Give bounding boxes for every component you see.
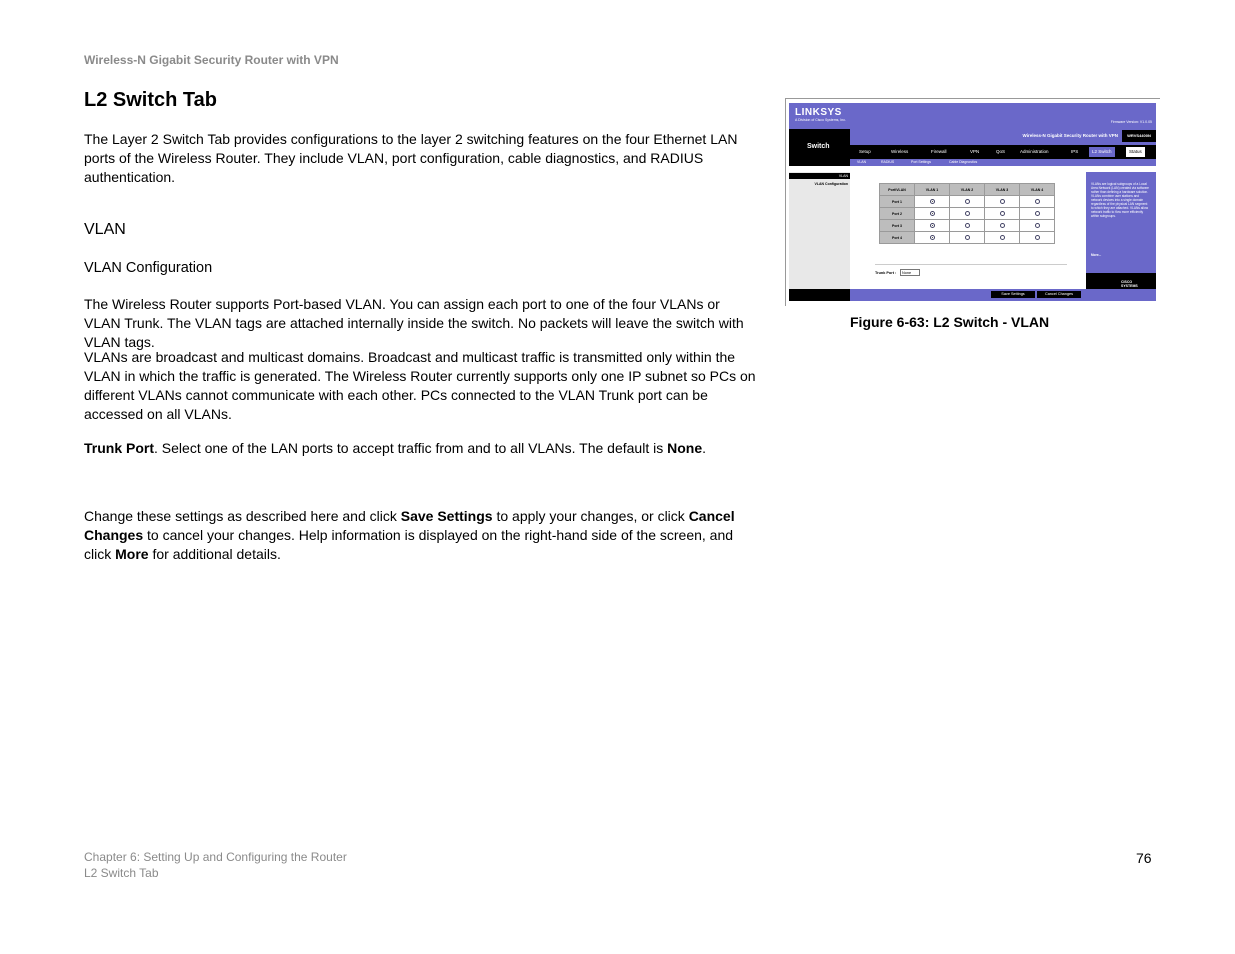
row-label: Port 2 <box>880 208 915 220</box>
vlan-table <box>879 183 1055 244</box>
radio-button[interactable] <box>965 211 970 216</box>
radio-cell <box>915 232 950 244</box>
instr-text-1: Change these settings as described here and click <box>84 508 401 524</box>
radio-cell <box>1020 196 1055 208</box>
figure-frame-top <box>785 98 1160 99</box>
cisco-logo: CISCO SYSTEMS <box>1121 280 1138 288</box>
radio-cell <box>1020 220 1055 232</box>
radio-button[interactable] <box>1035 235 1040 240</box>
tab-firewall[interactable]: Firewall <box>931 149 947 154</box>
divider <box>875 264 1067 265</box>
trunk-port-term: Trunk Port <box>84 440 155 456</box>
tab-status[interactable]: Status <box>1126 147 1145 157</box>
row-label: Port 4 <box>880 232 915 244</box>
vlan-paragraph-2: VLANs are broadcast and multicast domains. Broadcast and multicast traffic is transmitted only within the VLAN in which the traffic is generated. The Wireless Router currently supports only one IP subnet so PCs on different VLANs cannot communicate with each other. PCs connected to the VLAN Trunk port can be accessed on all VLANs. <box>84 349 756 422</box>
radio-button[interactable] <box>1000 223 1005 228</box>
linksys-logo: LINKSYS <box>795 107 842 118</box>
trunk-port-paragraph <box>84 439 760 458</box>
instr-save: Save Settings <box>400 508 493 524</box>
radio-cell <box>915 196 950 208</box>
instructions-paragraph <box>84 507 760 564</box>
tab-setup[interactable]: Setup <box>859 149 871 154</box>
table-row <box>880 196 1055 208</box>
radio-button[interactable] <box>1000 211 1005 216</box>
subtab-cable-diagnostics[interactable]: Cable Diagnostics <box>949 160 978 164</box>
radio-cell <box>1020 232 1055 244</box>
table-row <box>880 220 1055 232</box>
instr-text-3: to cancel your changes. Help information is displayed on the right-hand side of the screen, and click <box>84 527 734 562</box>
radio-button[interactable] <box>1035 199 1040 204</box>
cancel-changes-button[interactable]: Cancel Changes <box>1037 291 1081 298</box>
footer-chapter: Chapter 6: Setting Up and Configuring the Router <box>84 850 347 864</box>
table-header: VLAN 3 <box>985 184 1020 196</box>
table-header: VLAN 4 <box>1020 184 1055 196</box>
section-label: Switch <box>807 143 830 150</box>
radio-button[interactable] <box>930 199 935 204</box>
radio-cell <box>985 220 1020 232</box>
table-row <box>880 208 1055 220</box>
intro-paragraph: The Layer 2 Switch Tab provides configurations to the layer 2 switching features on the four Ethernet LAN ports of the Wireless Router. They include VLAN, port configuration, cable diagnostics, and RADIUS authentication. <box>84 131 738 185</box>
radio-cell <box>985 196 1020 208</box>
table-header: VLAN 1 <box>915 184 950 196</box>
radio-button[interactable] <box>930 223 935 228</box>
radio-cell <box>915 208 950 220</box>
vlan-paragraph-1: The Wireless Router supports Port-based VLAN. You can assign each port to one of the four VLANs or VLAN Trunk. The VLAN tags are attached internally inside the switch. No packets will leave the switch with VLAN tags. <box>84 296 744 350</box>
trunk-port-label: Trunk Port : <box>875 271 897 275</box>
tab-l2-switch[interactable]: L2 Switch <box>1089 147 1115 157</box>
bottom-left-block <box>789 289 850 301</box>
radio-cell <box>915 220 950 232</box>
trunk-port-text: . Select one of the LAN ports to accept traffic from and to all VLANs. The default is <box>154 440 668 456</box>
instr-text-4: for additional details. <box>148 546 281 562</box>
row-label: Port 3 <box>880 220 915 232</box>
subtab-port-settings[interactable]: Port Settings <box>911 160 932 164</box>
vlan-heading: VLAN <box>84 221 126 238</box>
radio-cell <box>950 232 985 244</box>
firmware-version: Firmware Version: V1.0.05 <box>1110 120 1152 124</box>
radio-button[interactable] <box>965 223 970 228</box>
radio-cell <box>950 196 985 208</box>
ui-topbar <box>789 103 1156 129</box>
table-header: Port\VLAN <box>880 184 915 196</box>
radio-button[interactable] <box>1000 199 1005 204</box>
instr-cancel: Cancel Changes <box>84 508 735 543</box>
tab-administration[interactable]: Administration <box>1020 149 1049 154</box>
radio-button[interactable] <box>965 199 970 204</box>
radio-button[interactable] <box>930 235 935 240</box>
tab-qos[interactable]: QoS <box>996 149 1006 154</box>
radio-cell <box>950 208 985 220</box>
radio-cell <box>1020 208 1055 220</box>
page-number: 76 <box>1136 850 1152 866</box>
radio-button[interactable] <box>930 211 935 216</box>
logo-subtitle: A Division of Cisco Systems, Inc. <box>795 118 846 122</box>
footer-section: L2 Switch Tab <box>84 866 159 880</box>
vlan-config-heading: VLAN Configuration <box>84 260 213 276</box>
model-number: WRVS4400N <box>1122 130 1156 142</box>
help-text: VLANs are logical subgroups of a Local Area Network (LAN) created via software rather than defining a hardware solution. VLANs combine user stations and network devices into a single domain regardless of the physical LAN segment to which they are attached. VLANs allow network traffic to flow more efficiently within subgroups. <box>1091 182 1149 218</box>
radio-button[interactable] <box>1000 235 1005 240</box>
radio-cell <box>985 232 1020 244</box>
ui-sidebar <box>789 172 850 289</box>
subtab-radius[interactable]: RADIUS <box>881 160 895 164</box>
figure-caption: Figure 6-63: L2 Switch - VLAN <box>850 314 1050 330</box>
subtab-bar <box>850 159 1156 166</box>
radio-cell <box>985 208 1020 220</box>
radio-button[interactable] <box>965 235 970 240</box>
running-header: Wireless-N Gigabit Security Router with VPN <box>84 53 339 67</box>
trunk-port-default: None <box>667 440 703 456</box>
table-row <box>880 232 1055 244</box>
instr-more: More <box>115 546 149 562</box>
tab-ips[interactable]: IPS <box>1071 149 1079 154</box>
figure-screenshot <box>789 103 1156 301</box>
sidebar-item-vlan-config: VLAN Configuration <box>814 182 848 186</box>
figure-frame-left <box>785 98 786 306</box>
section-title: L2 Switch Tab <box>84 89 217 111</box>
radio-button[interactable] <box>1035 211 1040 216</box>
save-settings-button[interactable]: Save Settings <box>991 291 1035 298</box>
trunk-port-end: . <box>702 440 706 456</box>
sidebar-title: VLAN <box>789 173 850 179</box>
subtab-vlan[interactable]: VLAN <box>857 160 867 164</box>
help-more-link[interactable]: More... <box>1091 253 1102 257</box>
table-header-row <box>880 184 1055 196</box>
radio-cell <box>950 220 985 232</box>
trunk-port-select[interactable]: None <box>900 269 920 276</box>
tab-wireless[interactable]: Wireless <box>891 149 909 154</box>
table-header: VLAN 2 <box>950 184 985 196</box>
product-name: Wireless-N Gigabit Security Router with VPN <box>1022 133 1118 138</box>
radio-button[interactable] <box>1035 223 1040 228</box>
tab-vpn[interactable]: VPN <box>970 149 980 154</box>
row-label: Port 1 <box>880 196 915 208</box>
instr-text-2: to apply your changes, or click <box>492 508 689 524</box>
